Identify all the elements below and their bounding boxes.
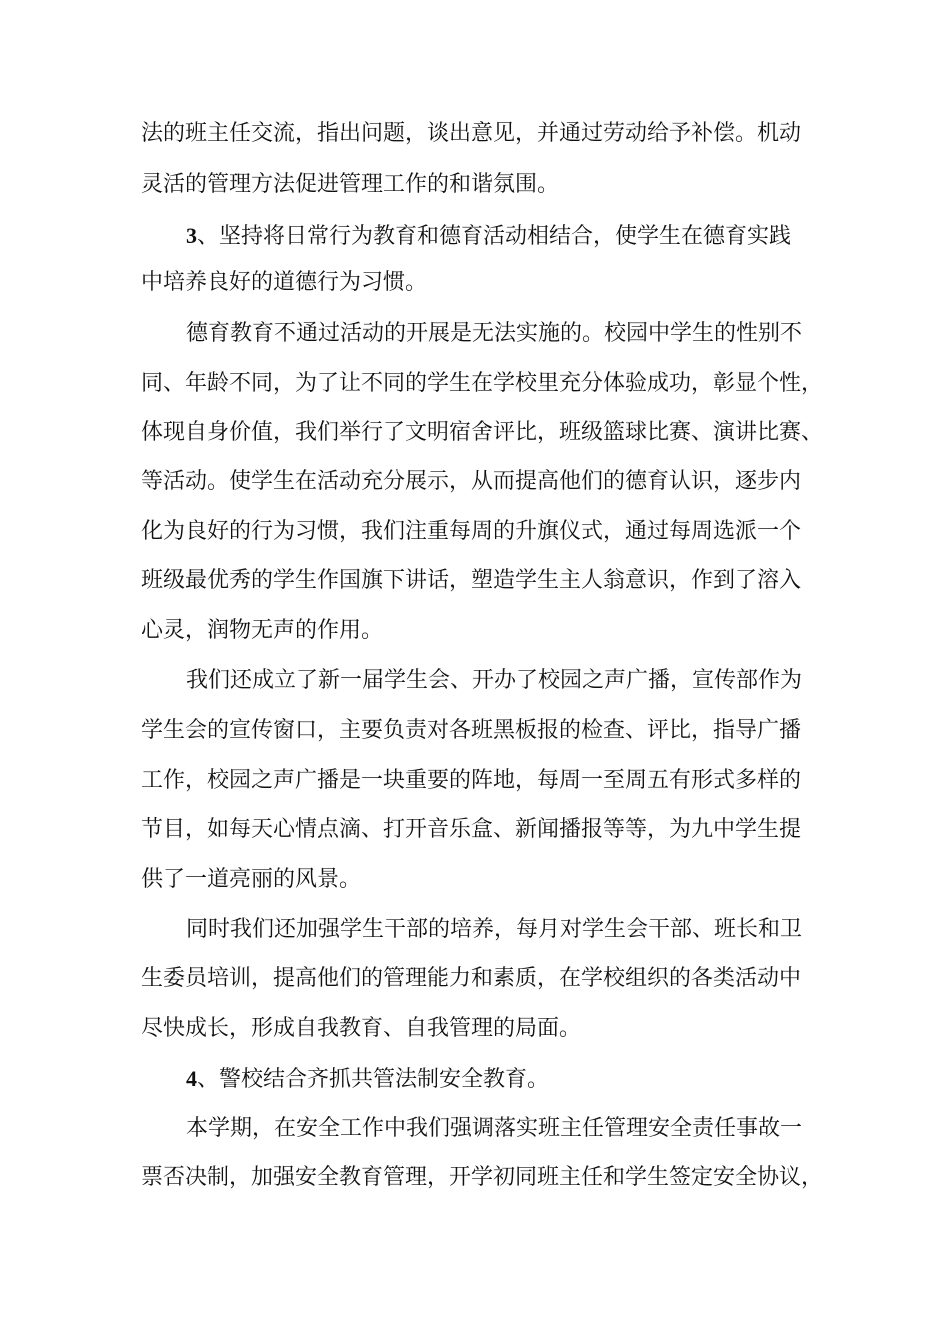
paragraph-line: 同时我们还加强学生干部的培养，每月对学生会干部、班长和卫 <box>186 917 803 942</box>
paragraph-line: 班级最优秀的学生作国旗下讲话，塑造学生主人翁意识，作到了溶入 <box>141 568 802 593</box>
paragraph-line: 灵活的管理方法促进管理工作的和谐氛围。 <box>141 172 560 197</box>
paragraph-line: 学生会的宣传窗口，主要负责对各班黑板报的检查、评比，指导广播 <box>141 718 802 743</box>
paragraph-line: 法的班主任交流，指出问题，谈出意见，并通过劳动给予补偿。机动 <box>141 121 802 146</box>
section-heading-3 <box>186 221 791 252</box>
section-number: 4 <box>186 1066 197 1091</box>
section-heading-text: 、坚持将日常行为教育和德育活动相结合，使学生在德育实践 <box>197 224 792 249</box>
paragraph-line: 化为良好的行为习惯，我们注重每周的升旗仪式，通过每周选派一个 <box>141 519 802 544</box>
paragraph-line: 我们还成立了新一届学生会、开办了校园之声广播，宣传部作为 <box>186 668 803 693</box>
paragraph-line: 同、年龄不同，为了让不同的学生在学校里充分体验成功，彰显个性， <box>141 371 824 396</box>
paragraph-line: 体现自身价值，我们举行了文明宿舍评比，班级篮球比赛、演讲比赛、 <box>141 420 824 445</box>
paragraph-line: 工作，校园之声广播是一块重要的阵地，每周一至周五有形式多样的 <box>141 768 802 793</box>
paragraph-line: 供了一道亮丽的风景。 <box>141 867 362 892</box>
section-heading-4 <box>186 1064 549 1095</box>
paragraph-line: 等活动。使学生在活动充分展示，从而提高他们的德育认识，逐步内 <box>141 469 802 494</box>
section-heading-text: 、警校结合齐抓共管法制安全教育。 <box>197 1067 550 1092</box>
paragraph-line: 本学期，在安全工作中我们强调落实班主任管理安全责任事故一 <box>186 1116 803 1141</box>
paragraph-line: 中培养良好的道德行为习惯。 <box>141 270 428 295</box>
paragraph-line: 心灵，润物无声的作用。 <box>141 618 384 643</box>
section-number: 3 <box>186 223 197 248</box>
paragraph-line: 生委员培训，提高他们的管理能力和素质，在学校组织的各类活动中 <box>141 966 802 991</box>
paragraph-line: 德育教育不通过活动的开展是无法实施的。校园中学生的性别不 <box>186 321 803 346</box>
paragraph-line: 节目，如每天心情点滴、打开音乐盒、新闻播报等等，为九中学生提 <box>141 817 802 842</box>
paragraph-line: 票否决制，加强安全教育管理，开学初同班主任和学生签定安全协议， <box>141 1165 824 1190</box>
paragraph-line: 尽快成长，形成自我教育、自我管理的局面。 <box>141 1016 582 1041</box>
